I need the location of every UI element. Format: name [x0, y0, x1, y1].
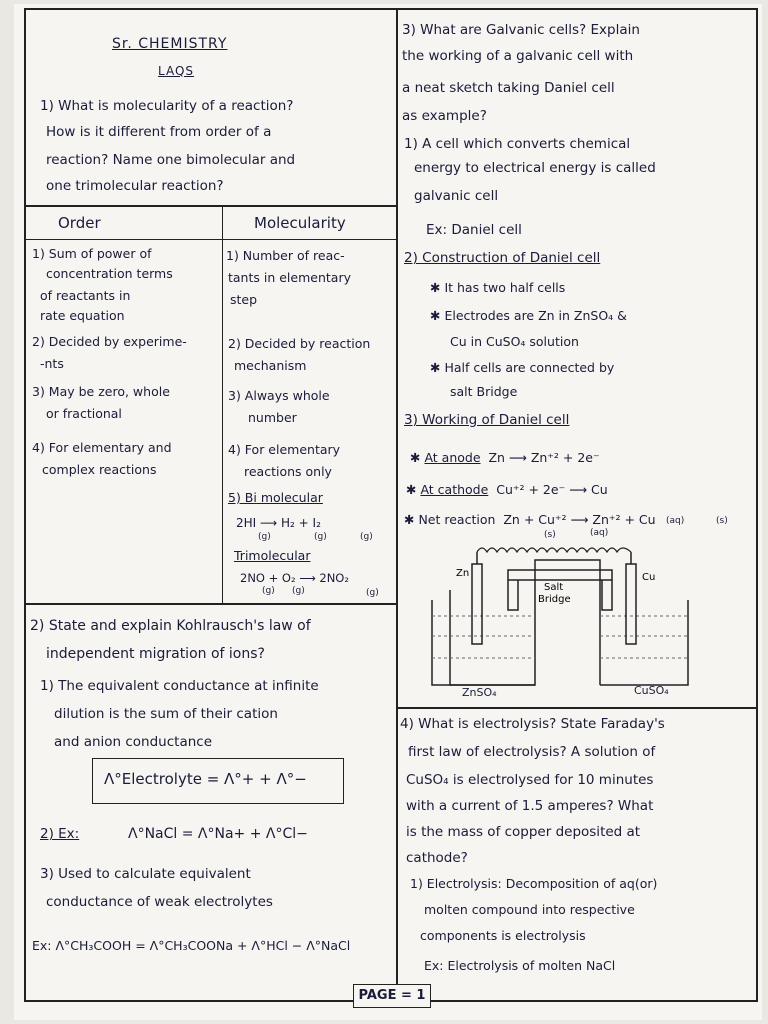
construction-point-2: ✱ Electrodes are Zn in ZnSO₄ &	[430, 308, 627, 323]
example-equation: Λ°NaCl = Λ°Na+ + Λ°Cl−	[128, 826, 308, 842]
bridge-label: Bridge	[538, 594, 571, 605]
zinc-electrode	[472, 564, 482, 644]
construction-point-3: ✱ Half cells are connected by	[430, 360, 615, 375]
daniel-cell-diagram	[420, 540, 700, 705]
page-number: PAGE = 1	[353, 984, 431, 1008]
q4-example: Ex: Electrolysis of molten NaCl	[424, 958, 616, 973]
table-header-order: Order	[58, 214, 101, 232]
page-title: Sr. CHEMISTRY	[112, 36, 228, 52]
table-header-molecularity: Molecularity	[254, 214, 346, 232]
copper-electrode	[626, 564, 636, 644]
q1-table-top-line	[24, 205, 396, 207]
table-header-line	[24, 239, 396, 240]
construction-point-1: ✱ It has two half cells	[430, 280, 566, 295]
salt-label: Salt	[544, 582, 564, 593]
example2-equation: Ex: Λ°CH₃COOH = Λ°CH₃COONa + Λ°HCl − Λ°NaCl	[32, 938, 351, 953]
cuso4-label: CuSO₄	[634, 684, 669, 697]
trimolecular-label: Trimolecular	[234, 548, 311, 563]
trimolecular-equation: 2NO + O₂ ⟶ 2NO₂	[240, 571, 349, 585]
net-reaction: ✱ Net reaction Zn + Cu⁺² ⟶ Zn⁺² + Cu	[404, 512, 656, 527]
cu-label: Cu	[642, 572, 656, 583]
construction-title: 2) Construction of Daniel cell	[404, 250, 601, 266]
page-subtitle: LAQS	[158, 64, 195, 78]
anode-reaction: ✱ At anode Zn ⟶ Zn⁺² + 2e⁻	[410, 450, 600, 465]
column-divider	[396, 8, 398, 1002]
cathode-reaction: ✱ At cathode Cu⁺² + 2e⁻ ⟶ Cu	[406, 482, 608, 497]
q3-example: Ex: Daniel cell	[426, 222, 522, 238]
table-column-divider	[222, 205, 223, 603]
zn-label: Zn	[456, 568, 470, 579]
bimolecular-label: 5) Bi molecular	[228, 490, 323, 505]
znso4-label: ZnSO₄	[462, 686, 497, 699]
kohlrausch-formula: Λ°Electrolyte = Λ°+ + Λ°−	[104, 770, 307, 788]
working-title: 3) Working of Daniel cell	[404, 412, 570, 428]
bimolecular-equation: 2HI ⟶ H₂ + I₂	[236, 516, 321, 530]
q3-bottom-line	[396, 707, 758, 709]
example-label: 2) Ex:	[40, 826, 80, 842]
connecting-wire	[477, 548, 631, 552]
q1-bottom-line	[24, 603, 396, 605]
